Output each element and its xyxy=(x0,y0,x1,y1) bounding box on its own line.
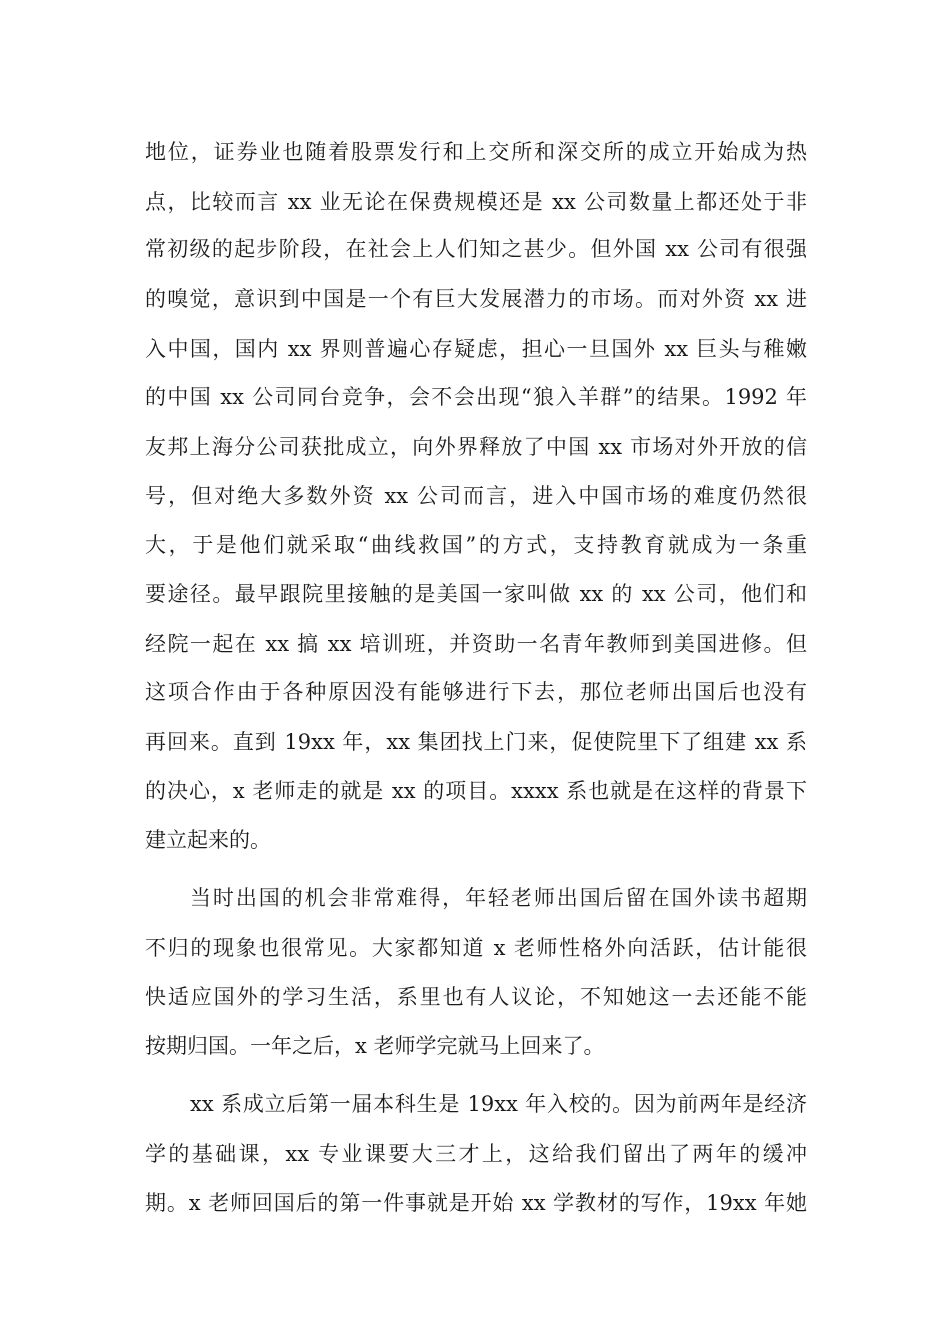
paragraph-1-line-15: 建立起来的。 xyxy=(145,828,271,852)
paragraph-1-line-9: 大，于是他们就采取“曲线救国”的方式，支持教育就成为一条重 xyxy=(145,533,807,557)
paragraph-1-line-4: 的嗅觉，意识到中国是一个有巨大发展潜力的市场。而对外资 xx 进 xyxy=(145,287,807,311)
paragraph-1-line-10: 要途径。最早跟院里接触的是美国一家叫做 xx 的 xx 公司，他们和 xyxy=(145,582,807,606)
paragraph-2-line-4: 按期归国。一年之后，x 老师学完就马上回来了。 xyxy=(145,1034,605,1058)
paragraph-1-line-12: 这项合作由于各种原因没有能够进行下去，那位老师出国后也没有 xyxy=(145,680,807,704)
paragraph-1-line-1: 地位，证券业也随着股票发行和上交所和深交所的成立开始成为热 xyxy=(145,140,807,164)
paragraph-1-line-6: 的中国 xx 公司同台竞争，会不会出现“狼入羊群”的结果。1992 年 xyxy=(145,385,807,409)
paragraph-1-line-3: 常初级的起步阶段，在社会上人们知之甚少。但外国 xx 公司有很强 xyxy=(145,237,807,261)
paragraph-3-line-3: 期。x 老师回国后的第一件事就是开始 xx 学教材的写作，19xx 年她 xyxy=(145,1191,807,1215)
paragraph-1-line-11: 经院一起在 xx 搞 xx 培训班，并资助一名青年教师到美国进修。但 xyxy=(145,632,807,656)
paragraph-2-line-1: 当时出国的机会非常难得，年轻老师出国后留在国外读书超期 xyxy=(190,886,807,910)
paragraph-2-line-3: 快适应国外的学习生活，系里也有人议论，不知她这一去还能不能 xyxy=(145,985,807,1009)
paragraph-2-line-2: 不归的现象也很常见。大家都知道 x 老师性格外向活跃，估计能很 xyxy=(145,936,807,960)
paragraph-1-line-14: 的决心，x 老师走的就是 xx 的项目。xxxx 系也就是在这样的背景下 xyxy=(145,779,807,803)
paragraph-1-line-8: 号，但对绝大多数外资 xx 公司而言，进入中国市场的难度仍然很 xyxy=(145,484,807,508)
paragraph-3-line-2: 学的基础课，xx 专业课要大三才上，这给我们留出了两年的缓冲 xyxy=(145,1142,807,1166)
paragraph-1-line-5: 入中国，国内 xx 界则普遍心存疑虑，担心一旦国外 xx 巨头与稚嫩 xyxy=(145,337,807,361)
paragraph-3-line-1: xx 系成立后第一届本科生是 19xx 年入校的。因为前两年是经济 xyxy=(190,1092,807,1116)
paragraph-1-line-7: 友邦上海分公司获批成立，向外界释放了中国 xx 市场对外开放的信 xyxy=(145,435,807,459)
paragraph-1-line-2: 点，比较而言 xx 业无论在保费规模还是 xx 公司数量上都还处于非 xyxy=(145,190,807,214)
paragraph-1-line-13: 再回来。直到 19xx 年，xx 集团找上门来，促使院里下了组建 xx 系 xyxy=(145,730,807,754)
